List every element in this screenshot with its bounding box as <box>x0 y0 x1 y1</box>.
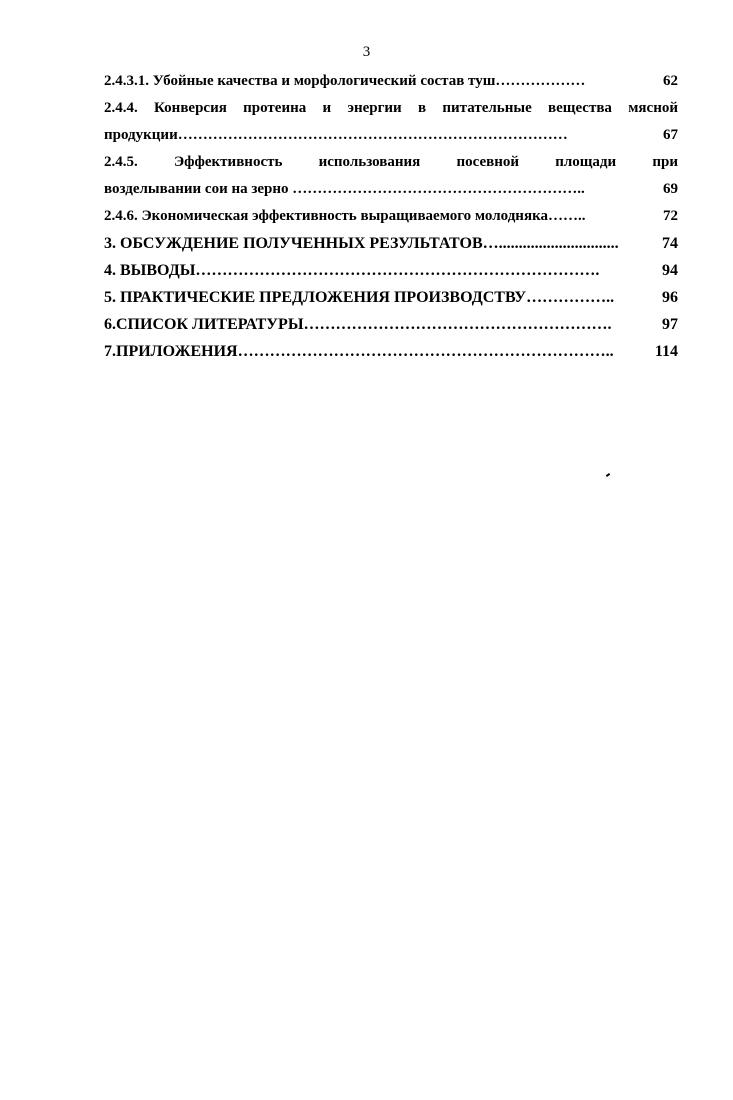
toc-entry-leader: ….............................. <box>482 235 619 252</box>
toc-entry-leader: ………………………………………………….. <box>292 181 585 197</box>
toc-entry-last-line <box>104 122 678 149</box>
toc-entry-2-4-6 <box>104 203 678 230</box>
toc-entry-title: 6.СПИСОК ЛИТЕРАТУРЫ <box>104 316 304 333</box>
toc-entry-leader: …………………………………………………………….. <box>237 343 614 360</box>
toc-entry-title-line: 2.4.5. Эффективность использования посевной площади при <box>104 154 678 170</box>
toc-entry-page: 97 <box>662 316 678 333</box>
toc-entry-page: 69 <box>663 181 678 197</box>
toc-entry-2-4-3-1 <box>104 68 678 95</box>
table-of-contents <box>104 68 678 365</box>
toc-entry-6 <box>104 311 678 338</box>
toc-entry-leader: …………………………………………………………………… <box>177 127 568 143</box>
toc-entry-title-line: 2.4.4. Конверсия протеина и энергии в питательные вещества мясной <box>104 100 678 116</box>
toc-entry-page: 94 <box>662 262 678 279</box>
toc-entry-leader: …………………………………………………. <box>303 316 612 333</box>
toc-entry-page: 114 <box>654 343 678 360</box>
toc-entry-leader: …………………………………………………………………. <box>195 262 600 279</box>
toc-entry-5 <box>104 284 678 311</box>
toc-entry-page: 62 <box>663 73 678 89</box>
toc-entry-title: 5. ПРАКТИЧЕСКИЕ ПРЕДЛОЖЕНИЯ ПРОИЗВОДСТВУ <box>104 289 527 306</box>
toc-entry-title: 7.ПРИЛОЖЕНИЯ <box>104 343 238 360</box>
toc-entry-title: продукции <box>104 127 178 143</box>
toc-entry-page: 67 <box>663 127 678 143</box>
toc-entry-2-4-4 <box>104 95 678 149</box>
toc-entry-title: 4. ВЫВОДЫ <box>104 262 196 279</box>
toc-entry-7 <box>104 338 678 365</box>
toc-entry-leader: ……………… <box>495 73 586 89</box>
toc-entry-title: 2.4.6. Экономическая эффективность выращиваемого молодняка <box>104 208 548 224</box>
toc-entry-page: 72 <box>663 208 678 224</box>
toc-entry-page: 74 <box>662 235 678 252</box>
toc-entry-leader: …………….. <box>526 289 615 306</box>
toc-entry-last-line <box>104 176 678 203</box>
toc-entry-4 <box>104 257 678 284</box>
toc-entry-3 <box>104 230 678 257</box>
toc-entry-2-4-5 <box>104 149 678 203</box>
toc-entry-title: 2.4.3.1. Убойные качества и морфологический состав туш <box>104 73 496 89</box>
toc-entry-leader: …….. <box>547 208 586 224</box>
page-number: 3 <box>362 44 371 60</box>
stray-pen-mark <box>606 473 610 477</box>
toc-entry-title: возделывании сои на зерно <box>104 181 293 197</box>
toc-entry-title: 3. ОБСУЖДЕНИЕ ПОЛУЧЕННЫХ РЕЗУЛЬТАТОВ <box>104 235 483 252</box>
toc-entry-page: 96 <box>662 289 678 306</box>
